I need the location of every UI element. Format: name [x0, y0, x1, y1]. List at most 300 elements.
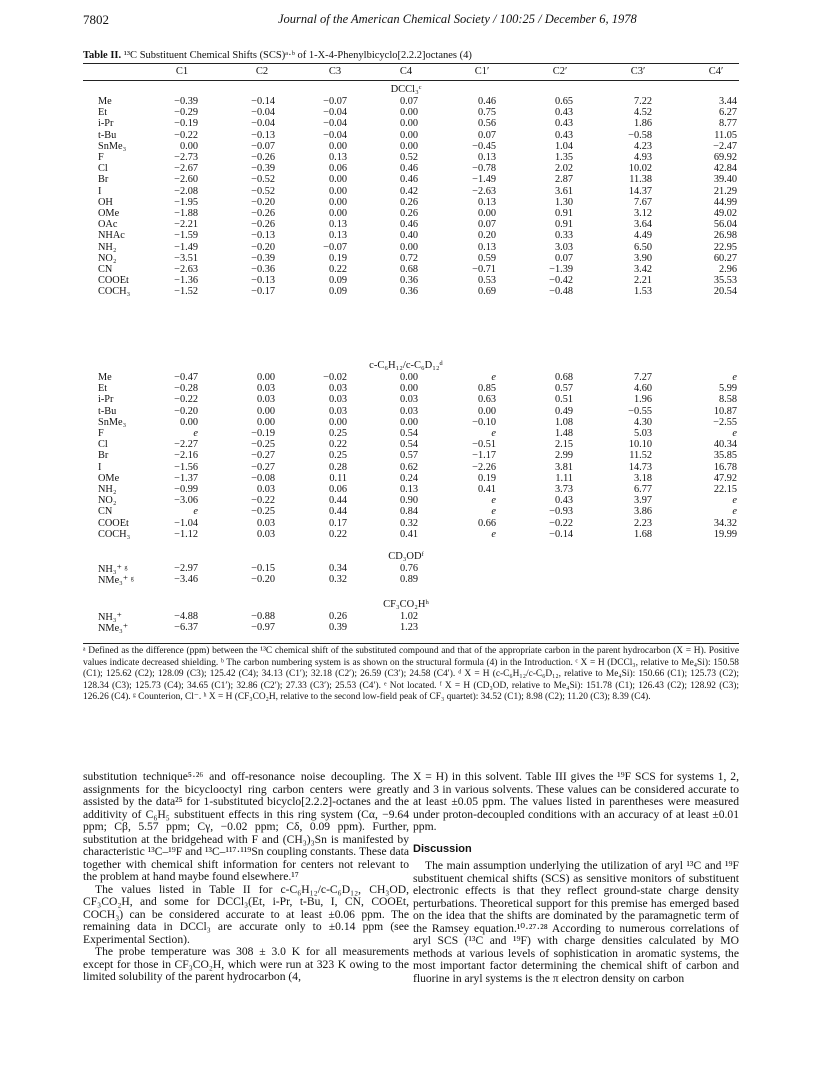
table-cell: 8.58 [718, 394, 737, 406]
table-row-label: Cl [98, 163, 108, 175]
table-cell: −1.39 [549, 264, 573, 275]
table-cell: −6.37 [174, 622, 198, 634]
table-cell: −0.55 [628, 405, 652, 417]
table-cell: 11.38 [629, 174, 652, 186]
table-cell: 4.60 [633, 383, 652, 395]
table-cell: 0.26 [399, 196, 418, 208]
table-cell: −0.27 [251, 461, 275, 473]
table-cell: 0.36 [399, 275, 418, 287]
table-cell: −3.51 [174, 252, 198, 264]
table-cell: 0.00 [328, 140, 347, 152]
table-cell: 2.87 [554, 174, 573, 186]
table-row-label: OMe [98, 208, 120, 219]
table-cell: 1.96 [633, 394, 652, 406]
body-paragraph: The main assumption underlying the utilization of aryl ¹³C and ¹⁹F substituent chemical shifts (SCS) as sensitive monitors of substituent electronic effects is that they reflect ground-state charge density perturbations. Theoretical support for this premise has emerged based on the idea that the shifts are dominated by the paramagnetic term of the Ramsey equation.¹⁰·²⁷·²⁸ According to numerous correlations of aryl SCS (¹³C and ¹⁹F) with charge densities calculated by MO methods at various levels of sophistication in aromatic systems, the most important factor determining the chemical shift of carbon and fluorine in aryl systems is the π electron density on carbon [413, 859, 739, 985]
table-cell: −1.56 [174, 461, 198, 473]
table-cell: 0.00 [399, 129, 418, 141]
table-cell: −0.97 [251, 622, 275, 634]
table-cell: 35.85 [713, 450, 737, 462]
table-cell: 0.89 [399, 574, 418, 586]
table-cell: 4.93 [633, 152, 652, 163]
table-cell: e [491, 372, 496, 383]
table-cell: 0.00 [399, 107, 418, 119]
page-number: 7802 [83, 12, 109, 27]
table-cell: 44.99 [713, 196, 737, 208]
table-column-header: C3 [328, 66, 342, 77]
table-cell: 0.32 [399, 517, 418, 529]
table-cell: 0.84 [399, 506, 418, 518]
table-cell: 6.77 [633, 484, 652, 495]
table-cell: e [732, 506, 737, 518]
table-cell: 42.84 [713, 163, 737, 175]
table-cell: −2.55 [713, 416, 737, 428]
table-cell: 21.29 [713, 185, 737, 197]
table-cell: −2.26 [472, 461, 496, 473]
table-cell: 1.30 [554, 196, 573, 208]
table-cell: 1.86 [633, 118, 652, 130]
table-cell: −0.71 [472, 264, 496, 275]
table-cell: 0.11 [329, 472, 347, 484]
table-cell: 0.25 [328, 428, 347, 439]
table-cell: 2.99 [554, 450, 573, 462]
table-cell: 0.46 [399, 174, 418, 186]
table-cell: 0.06 [328, 484, 347, 495]
table-row-label: COCH₃ [98, 528, 131, 540]
table-section-title: CD₃ODᶠ [388, 551, 424, 562]
table-cell: −2.27 [174, 439, 198, 451]
table-cell: −2.97 [174, 563, 198, 574]
table-cell: e [732, 428, 737, 439]
table-cell: 0.07 [554, 252, 573, 264]
table-cell: 0.57 [399, 450, 418, 462]
table-cell: 10.02 [628, 163, 652, 175]
table-cell: −0.25 [251, 439, 275, 451]
table-cell: 0.20 [477, 230, 496, 242]
table-cell: −1.12 [174, 528, 198, 540]
table-cell: −2.67 [174, 163, 198, 175]
table-column-header: C4 [399, 66, 413, 77]
table-cell: −0.39 [251, 252, 275, 264]
table-row-label: OMe [98, 472, 120, 484]
table-cell: −0.14 [549, 528, 573, 540]
table-cell: 3.81 [554, 461, 573, 473]
table-cell: −0.04 [251, 118, 275, 130]
table-cell: −1.49 [174, 241, 198, 253]
table-cell: 4.52 [633, 107, 652, 119]
table-cell: 0.56 [477, 118, 496, 130]
table-cell: 2.15 [554, 439, 573, 451]
table-row-label: COCH₃ [98, 286, 131, 298]
table-cell: −0.20 [251, 241, 275, 253]
table-cell: 6.50 [633, 241, 652, 253]
table-cell: 0.28 [328, 461, 347, 473]
table-cell: 22.95 [713, 241, 737, 253]
table-cell: 0.00 [399, 383, 418, 395]
table-cell: 0.00 [399, 241, 418, 253]
table-cell: −0.51 [472, 439, 496, 451]
table-cell: 1.68 [633, 528, 652, 540]
body-paragraph: substitution technique⁵·²⁶ and off-resonance noise decoupling. The assignments for the bicyclooctyl ring carbon centers were greatly assisted by the data²⁵ for 1-substituted bicyclo[2.2.2]-octanes and the additivity of C₆H₅ substituent effects in this ring system (Cα, −9.64 ppm; Cβ, 5.57 ppm; Cγ, −0.02 ppm; Cδ, 0.09 ppm). Further, substitution at the bridgehead with F and (CH₃)₃Sn is manifested by characteristic ¹³C–¹⁹F and ¹³C–¹¹⁷·¹¹⁹Sn coupling constants. These data together with chemical shift information for centers not relevant to the problem at hand maybe found elsewhere.¹⁷ [83, 770, 409, 883]
table-cell: −1.52 [174, 286, 198, 298]
table-cell: 0.00 [399, 140, 418, 152]
table-cell: −3.46 [174, 574, 198, 586]
table-cell: 0.03 [256, 484, 275, 495]
table-cell: −0.36 [251, 264, 275, 275]
table-cell: 0.06 [328, 163, 347, 175]
table-cell: 0.19 [328, 252, 347, 264]
table-cell: −2.21 [174, 219, 198, 231]
table-cell: 0.76 [399, 563, 418, 574]
table-cell: −0.29 [174, 107, 198, 119]
table-cell: 0.57 [554, 383, 573, 395]
table-cell: 3.86 [633, 506, 652, 518]
table-cell: 0.44 [328, 495, 347, 507]
table-cell: 0.42 [399, 185, 418, 197]
table-row-label: F [98, 152, 104, 163]
table-cell: −0.20 [251, 574, 275, 586]
table-cell: −2.63 [472, 185, 496, 197]
table-cell: 0.00 [179, 140, 198, 152]
table-cell: 1.35 [554, 152, 573, 163]
table-row-label: COOEt [98, 275, 129, 287]
table-cell: 0.66 [477, 517, 496, 529]
table-cell: 3.12 [633, 208, 652, 219]
table-cell: 1.53 [633, 286, 652, 298]
table-row-label: NH₃⁺ [98, 612, 122, 623]
running-header: Journal of the American Chemical Society / 100:25 / December 6, 1978 [278, 12, 637, 26]
table-cell: 0.85 [477, 383, 496, 395]
table-cell: e [193, 428, 198, 439]
table-row-label: SnMe₃ [98, 140, 127, 152]
table-cell: −0.78 [472, 163, 496, 175]
table-cell: −0.22 [174, 129, 198, 141]
table-cell: 0.03 [328, 405, 347, 417]
table-cell: 1.23 [399, 622, 418, 634]
table-cell: 0.24 [399, 472, 418, 484]
table-cell: 0.54 [399, 428, 418, 439]
table-cell: 0.00 [328, 196, 347, 208]
body-right-column [413, 771, 739, 985]
table-cell: e [491, 495, 496, 507]
table-column-header: C2′ [552, 66, 568, 77]
table-row-label: NMe₃⁺ [98, 623, 129, 635]
body-paragraph: X = H) in this solvent. Table III gives the ¹⁹F SCS for systems 1, 2, and 3 in various solvents. These values can be considered accurate to at least ±0.05 ppm. The values listed in parentheses were measured under proton-decoupled conditions with an accuracy of at least ±0.01 ppm. [413, 770, 739, 833]
table-cell: 0.13 [328, 219, 347, 231]
table-cell: 3.44 [718, 96, 737, 107]
table-cell: 3.64 [633, 219, 652, 231]
table-cell: −0.28 [174, 383, 198, 395]
table-cell: −0.04 [323, 107, 347, 119]
table-row-label: i-Pr [98, 118, 114, 130]
table-row-label: NMe₃⁺ ᵍ [98, 575, 134, 587]
table-section-title: c-C₆H₁₂/c-C₆D₁₂ᵈ [369, 360, 443, 371]
table-cell: 3.97 [633, 495, 652, 507]
table-cell: 0.00 [399, 118, 418, 130]
table-cell: 0.46 [399, 163, 418, 175]
table-row-label: F [98, 428, 104, 439]
table-cell: −0.14 [251, 96, 275, 107]
table-cell: 0.69 [477, 286, 496, 298]
table-cell: 39.40 [713, 174, 737, 186]
table-row-label: Et [98, 383, 108, 395]
table-cell: −1.88 [174, 208, 198, 219]
table-cell: −1.59 [174, 230, 198, 242]
table-cell: 0.68 [554, 372, 573, 383]
table-cell: −0.15 [251, 563, 275, 574]
table-cell: −2.60 [174, 174, 198, 186]
table-cell: 3.18 [633, 472, 652, 484]
table-cell: e [732, 372, 737, 383]
table-cell: −0.48 [549, 286, 573, 298]
table-row-label: NH₃⁺ ᵍ [98, 564, 128, 575]
table-cell: 0.75 [477, 107, 496, 119]
table-cell: 5.03 [633, 428, 652, 439]
table-cell: −0.39 [251, 163, 275, 175]
body-paragraph: The probe temperature was 308 ± 3.0 K for all measurements except for those in CF₃CO₂H, which were run at 323 K owing to the limited solubility of the parent hydrocarbon (4, [83, 945, 409, 983]
table-cell: 0.03 [256, 394, 275, 406]
table-cell: 2.21 [633, 275, 652, 287]
table-cell: 7.22 [633, 96, 652, 107]
table-cell: −0.22 [251, 495, 275, 507]
table-row-label: t-Bu [98, 129, 117, 141]
table-section-title: CF₃CO₂Hʰ [383, 599, 429, 610]
table-cell: 0.43 [554, 118, 573, 130]
table-cell: 0.07 [399, 96, 418, 107]
table-cell: 69.92 [713, 152, 737, 163]
table-cell: 0.03 [256, 528, 275, 540]
table-cell: 20.54 [713, 286, 737, 298]
table-row-label: NO₂ [98, 495, 117, 507]
table-cell: −1.17 [472, 450, 496, 462]
table-column-header: C1′ [474, 66, 490, 77]
table-cell: 35.53 [713, 275, 737, 287]
table-cell: −0.20 [174, 405, 198, 417]
table-cell: 0.49 [554, 405, 573, 417]
table-cell: −0.26 [251, 219, 275, 231]
table-cell: −0.04 [323, 129, 347, 141]
table-column-header: C4′ [708, 66, 724, 77]
table-cell: −0.26 [251, 152, 275, 163]
table-cell: −0.02 [323, 372, 347, 383]
table-row-label: i-Pr [98, 394, 114, 406]
table-cell: 19.99 [713, 528, 737, 540]
table-cell: 22.15 [713, 484, 737, 495]
table-cell: 40.34 [713, 439, 737, 451]
table-cell: 0.91 [554, 219, 573, 231]
table-row-label: I [98, 185, 102, 197]
table-cell: 0.22 [328, 528, 347, 540]
table-cell: 0.17 [328, 517, 347, 529]
table-cell: 0.13 [477, 241, 496, 253]
table-footnotes: ᵃ Defined as the difference (ppm) between the ¹³C chemical shift of the substituted compound and that of the appropriate carbon in the parent hydrocarbon (X = H). Positive values indicate decreased shielding. ᵇ The carbon numbering system is as shown on the structural formula (4) in the Introduction. ᶜ X = H (DCCl₃, relative to Me₄Si): 150.58 (C1); 125.62 (C2); 128.09 (C3); 125.42 (C4); 34.13 (C1′); 32.18 (C2′); 26.59 (C3′); 24.58 (C4′). ᵈ X = H (c-C₆H₁₂/c-C₆D₁₂, relative to Me₄Si): 150.66 (C1); 125.73 (C2); 128.34 (C3); 125.73 (C4); 34.65 (C1′); 32.86 (C2′); 27.33 (C3′); 25.53 (C4′). ᵉ Not located. ᶠ X = H (CD₃OD, relative to Me₄Si): 151.78 (C1); 126.43 (C2); 128.92 (C3); 126.26 (C4). ᵍ Counterion, Cl⁻. ʰ X = H (CF₃CO₂H, relative to the second low-field peak of CF₃ quartet): 34.52 (C1); 8.98 (C2); 11.20 (C3); 8.39 (C4). [83, 646, 739, 703]
table-cell: 0.07 [477, 129, 496, 141]
table-cell: −0.52 [251, 185, 275, 197]
table-cell: 0.90 [399, 495, 418, 507]
table-cell: −0.47 [174, 372, 198, 383]
table-cell: −0.27 [251, 450, 275, 462]
table-section-title: DCCl₃ᶜ [390, 84, 422, 95]
table-cell: −0.07 [323, 241, 347, 253]
table-row-label: CN [98, 506, 113, 518]
table-row-label: OAc [98, 219, 118, 231]
table-cell: 0.72 [399, 252, 418, 264]
table-cell: 2.02 [554, 163, 573, 175]
table-cell: 0.26 [399, 208, 418, 219]
table-cell: e [491, 506, 496, 518]
table-cell: 11.52 [629, 450, 652, 462]
table-cell: 14.37 [628, 185, 652, 197]
table-cell: 0.22 [328, 264, 347, 275]
table-cell: 1.08 [554, 416, 573, 428]
table-cell: 1.48 [554, 428, 573, 439]
table-caption-label: Table II. [83, 50, 122, 61]
table-cell: 0.03 [256, 383, 275, 395]
table-cell: −0.52 [251, 174, 275, 186]
table-cell: −0.13 [251, 275, 275, 287]
table-cell: 0.00 [328, 185, 347, 197]
section-heading-discussion: Discussion [413, 842, 472, 855]
table-cell: 0.13 [399, 484, 418, 495]
table-cell: 3.73 [554, 484, 573, 495]
table-cell: 2.96 [718, 264, 737, 275]
table-cell: −0.42 [549, 275, 573, 287]
table-cell: 16.78 [713, 461, 737, 473]
table-cell: 14.73 [628, 461, 652, 473]
table-cell: 34.32 [713, 517, 737, 529]
table-cell: 0.19 [477, 472, 496, 484]
table-cell: 0.53 [477, 275, 496, 287]
table-row-label: Me [98, 96, 112, 107]
table-cell: 0.22 [328, 439, 347, 451]
table-row-label: NH₂ [98, 484, 117, 495]
table-caption [83, 50, 472, 61]
table-cell: 0.26 [328, 611, 347, 622]
table-row-label: Br [98, 450, 109, 462]
table-cell: −1.95 [174, 196, 198, 208]
table-cell: 8.77 [718, 118, 737, 130]
table-cell: 0.68 [399, 264, 418, 275]
table-row-label: Br [98, 174, 109, 186]
table-cell: 49.02 [713, 208, 737, 219]
table-cell: −0.19 [174, 118, 198, 130]
table-cell: −0.17 [251, 286, 275, 298]
table-cell: 0.52 [399, 152, 418, 163]
table-cell: −0.04 [323, 118, 347, 130]
table-cell: −0.07 [251, 140, 275, 152]
table-cell: 0.13 [477, 152, 496, 163]
table-cell: 1.04 [554, 140, 573, 152]
table-cell: −2.16 [174, 450, 198, 462]
table-cell: 10.87 [713, 405, 737, 417]
table-column-header: C3′ [630, 66, 646, 77]
table-cell: 0.63 [477, 394, 496, 406]
table-header-rule [83, 80, 739, 81]
table-row-label: NO₂ [98, 252, 117, 264]
table-cell: 10.10 [628, 439, 652, 451]
table-cell: 0.46 [477, 96, 496, 107]
table-cell: 0.54 [399, 439, 418, 451]
table-cell: 0.03 [399, 405, 418, 417]
table-cell: 4.30 [633, 416, 652, 428]
table-row-label: SnMe₃ [98, 416, 127, 428]
table-cell: 0.43 [554, 129, 573, 141]
table-cell: 60.27 [713, 252, 737, 264]
table-cell: 0.39 [328, 622, 347, 634]
table-cell: 4.49 [633, 230, 652, 242]
table-cell: e [491, 528, 496, 540]
table-cell: 0.34 [328, 563, 347, 574]
table-row-label: OH [98, 196, 113, 208]
table-cell: 0.43 [554, 107, 573, 119]
table-cell: −1.04 [174, 517, 198, 529]
table-cell: 0.33 [554, 230, 573, 242]
body-paragraph: The values listed in Table II for c-C₆H₁₂/c-C₆D₁₂, CH₃OD, CF₃CO₂H, and some for DCCl₃(Et, i-Pr, t-Bu, I, CN, COOEt, COCH₃) can be considered accurate to at least ±0.06 ppm. The remaining data in DCCl₃ are accurate only to ±0.14 ppm (see Experimental Section). [83, 882, 409, 946]
table-column-header: C1 [175, 66, 189, 77]
table-cell: −2.73 [174, 152, 198, 163]
table-cell: −1.37 [174, 472, 198, 484]
table-cell: 0.00 [256, 416, 275, 428]
table-cell: 0.00 [399, 416, 418, 428]
table-cell: 0.13 [477, 196, 496, 208]
table-cell: 56.04 [713, 219, 737, 231]
table-cell: 0.13 [328, 230, 347, 242]
table-row-label: Et [98, 107, 108, 119]
table-cell: 0.44 [328, 506, 347, 518]
table-cell: 0.00 [256, 405, 275, 417]
table-cell: 0.00 [256, 372, 275, 383]
table-bottom-rule [83, 643, 739, 644]
table-cell: 0.46 [399, 219, 418, 231]
table-cell: 0.00 [179, 416, 198, 428]
table-cell: −0.10 [472, 416, 496, 428]
table-cell: 0.00 [477, 208, 496, 219]
table-cell: 1.02 [399, 611, 418, 622]
table-cell: e [732, 495, 737, 507]
table-cell: −0.26 [251, 208, 275, 219]
table-cell: 2.23 [633, 517, 652, 529]
table-cell: −0.13 [251, 129, 275, 141]
table-cell: 0.32 [328, 574, 347, 586]
table-cell: 3.61 [554, 185, 573, 197]
table-cell: 0.62 [399, 461, 418, 473]
table-cell: 0.00 [399, 372, 418, 383]
table-cell: 0.00 [477, 405, 496, 417]
table-cell: −0.58 [628, 129, 652, 141]
table-row-label: CN [98, 264, 113, 275]
table-cell: −0.22 [549, 517, 573, 529]
table-cell: −0.07 [323, 96, 347, 107]
table-cell: 1.11 [555, 472, 573, 484]
table-cell: 6.27 [718, 107, 737, 119]
table-cell: −0.08 [251, 472, 275, 484]
table-row-label: Cl [98, 439, 108, 451]
table-cell: −1.36 [174, 275, 198, 287]
table-cell: −0.45 [472, 140, 496, 152]
table-cell: 0.25 [328, 450, 347, 462]
table-row-label: NHAc [98, 230, 125, 242]
table-row-label: Me [98, 372, 112, 383]
table-cell: 3.42 [633, 264, 652, 275]
table-cell: 3.90 [633, 252, 652, 264]
table-cell: −4.88 [174, 611, 198, 622]
table-row-label: I [98, 461, 102, 473]
table-cell: 11.05 [714, 129, 737, 141]
table-cell: 0.40 [399, 230, 418, 242]
table-cell: −3.06 [174, 495, 198, 507]
table-cell: −2.47 [713, 140, 737, 152]
table-cell: 0.00 [328, 208, 347, 219]
table-cell: 0.00 [328, 174, 347, 186]
